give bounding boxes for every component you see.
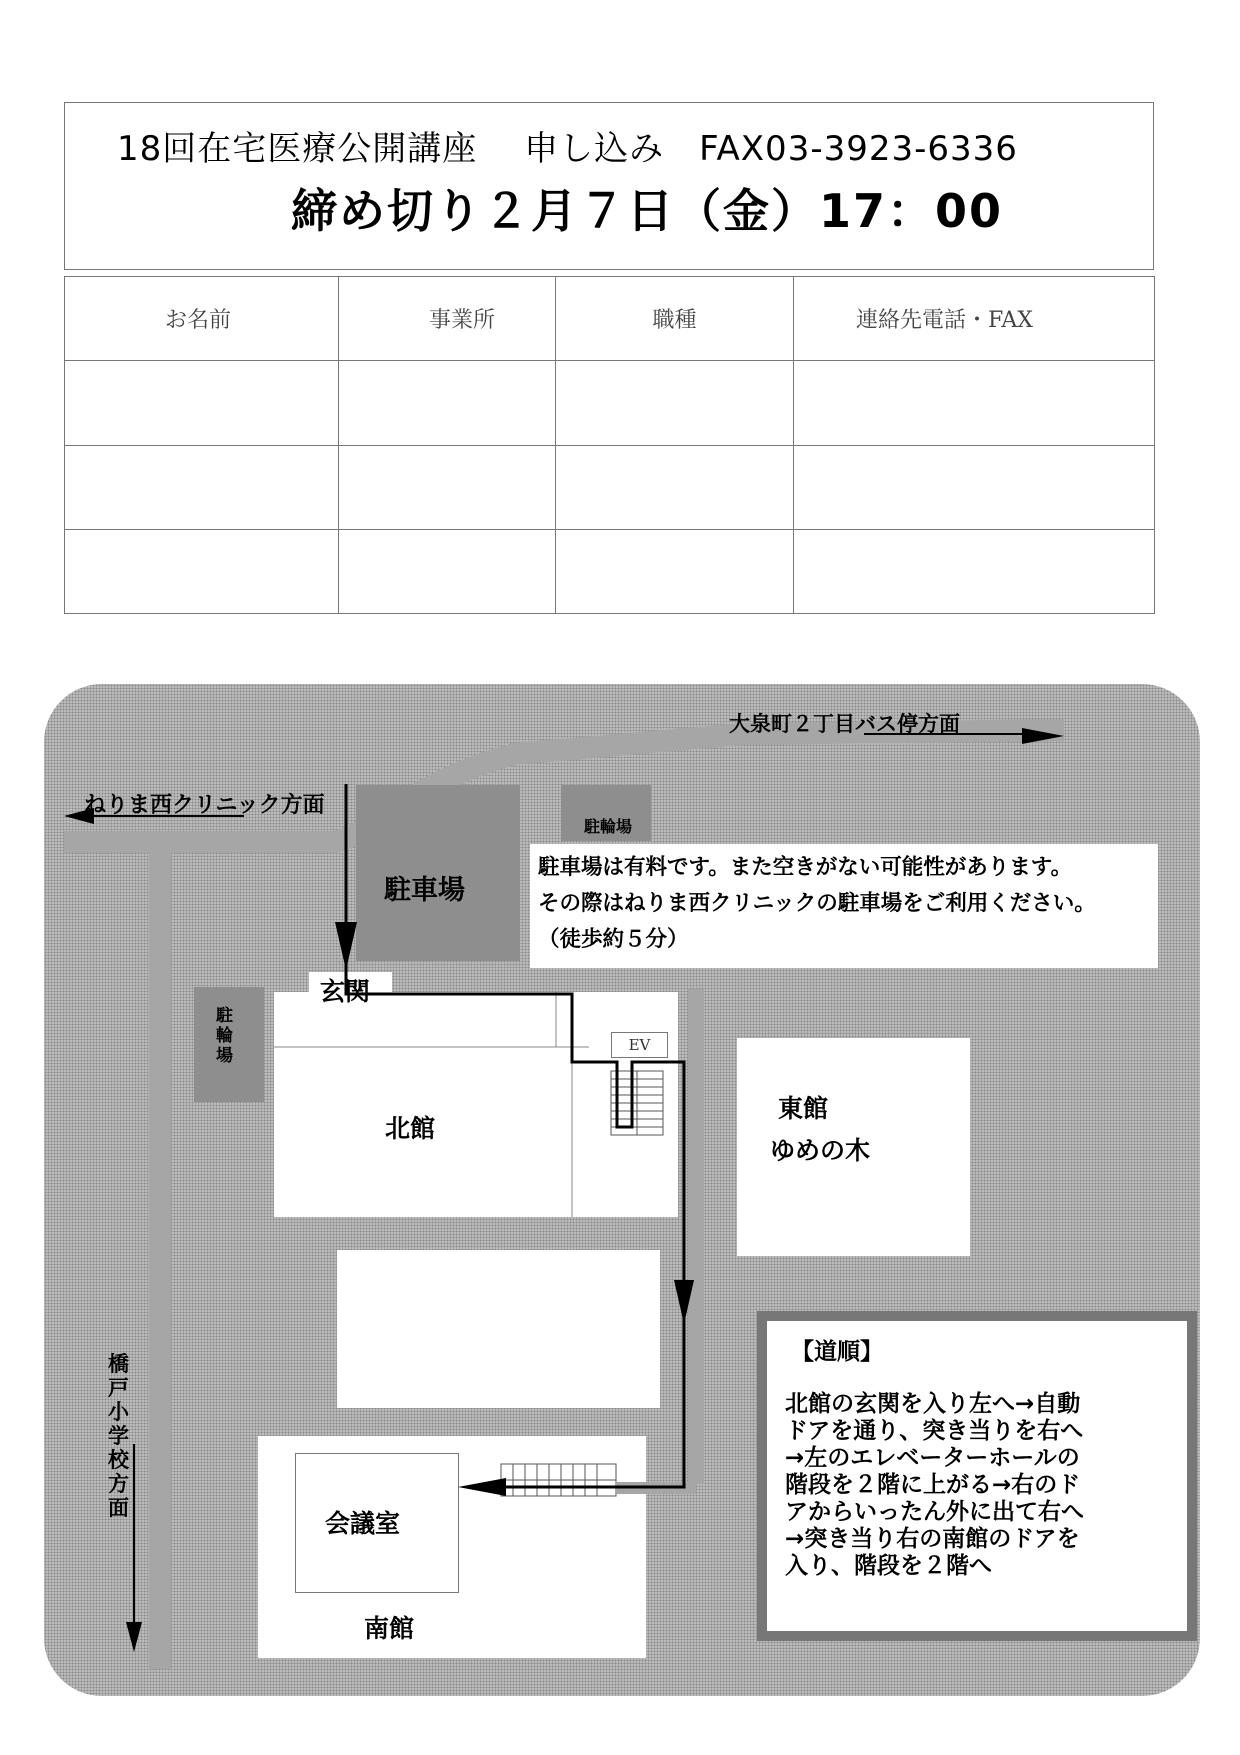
route-directions-box [767, 1321, 1187, 1631]
north-stairs-icon [611, 1071, 663, 1135]
school-direction-label: 橋戸小学校方面 [108, 1352, 129, 1520]
route-line: →突き当り右の南館のドアを [785, 1526, 1080, 1552]
conference-room-label: 会議室 [325, 1509, 401, 1538]
route-line: 入り、階段を２階へ [785, 1553, 992, 1579]
table-row [65, 445, 1155, 529]
parking-note-line: （徒歩約５分） [538, 927, 689, 952]
occupation-cell[interactable] [556, 445, 794, 529]
contact-cell[interactable] [794, 361, 1155, 445]
bicycle-parking-side-label: 駐輪場 [216, 1006, 233, 1066]
table-row [65, 361, 1155, 445]
office-cell[interactable] [339, 361, 556, 445]
north-building-label: 北館 [385, 1114, 436, 1143]
office-cell[interactable] [339, 445, 556, 529]
table-row [65, 529, 1155, 613]
clinic-direction-label: ねりま西クリニック方面 [84, 793, 325, 818]
header-box [64, 102, 1154, 270]
bus-direction-label: 大泉町２丁目バス停方面 [729, 712, 960, 736]
elevator-box: EV [611, 1032, 668, 1058]
table-header-row [65, 277, 1155, 361]
name-cell[interactable] [65, 529, 339, 613]
application-form-table [64, 276, 1155, 614]
column-header-name: お名前 [65, 277, 339, 361]
parking-lot-label: 駐車場 [384, 875, 465, 906]
occupation-cell[interactable] [556, 361, 794, 445]
route-arrow-parking-icon [335, 922, 357, 970]
bicycle-parking-top-label: 駐輪場 [584, 817, 633, 836]
route-line: ドアを通り、突き当りを右へ [785, 1418, 1084, 1444]
column-header-occupation: 職種 [556, 277, 794, 361]
access-map [44, 684, 1200, 1696]
occupation-cell[interactable] [556, 529, 794, 613]
route-line: アからいったん外に出て右へ [785, 1499, 1084, 1525]
south-stairs-icon [501, 1464, 616, 1496]
contact-cell[interactable] [794, 445, 1155, 529]
name-cell[interactable] [65, 361, 339, 445]
route-line: →左のエレベーターホールの [785, 1445, 1080, 1471]
deadline-line: 締め切り２月７日（金）17：00 [291, 184, 1004, 238]
parking-note-line: その際はねりま西クリニックの駐車場をご利用ください。 [538, 891, 1096, 916]
route-line: 北館の玄関を入り左へ→自動 [785, 1391, 1081, 1417]
route-arrow-conference-icon [458, 1478, 506, 1496]
route-heading: 【道順】 [791, 1339, 883, 1365]
parking-note-line: 駐車場は有料です。また空きがない可能性があります。 [538, 855, 1073, 880]
entrance-label: 玄関 [320, 977, 371, 1006]
office-cell[interactable] [339, 529, 556, 613]
east-building-sub-label: ゆめの木 [770, 1136, 871, 1165]
column-header-contact: 連絡先電話・FAX [794, 277, 1155, 361]
route-line: 階段を２階に上がる→右のド [785, 1472, 1081, 1498]
route-text [785, 1391, 1084, 1580]
title-line: 18回在宅医療公開講座 申し込み FAX03-3923-6336 [117, 129, 1018, 169]
name-cell[interactable] [65, 445, 339, 529]
route-arrow-east-icon [674, 1280, 694, 1324]
contact-cell[interactable] [794, 529, 1155, 613]
east-building-label: 東館 [778, 1094, 829, 1123]
south-building-label: 南館 [364, 1614, 415, 1643]
column-header-office: 事業所 [339, 277, 556, 361]
